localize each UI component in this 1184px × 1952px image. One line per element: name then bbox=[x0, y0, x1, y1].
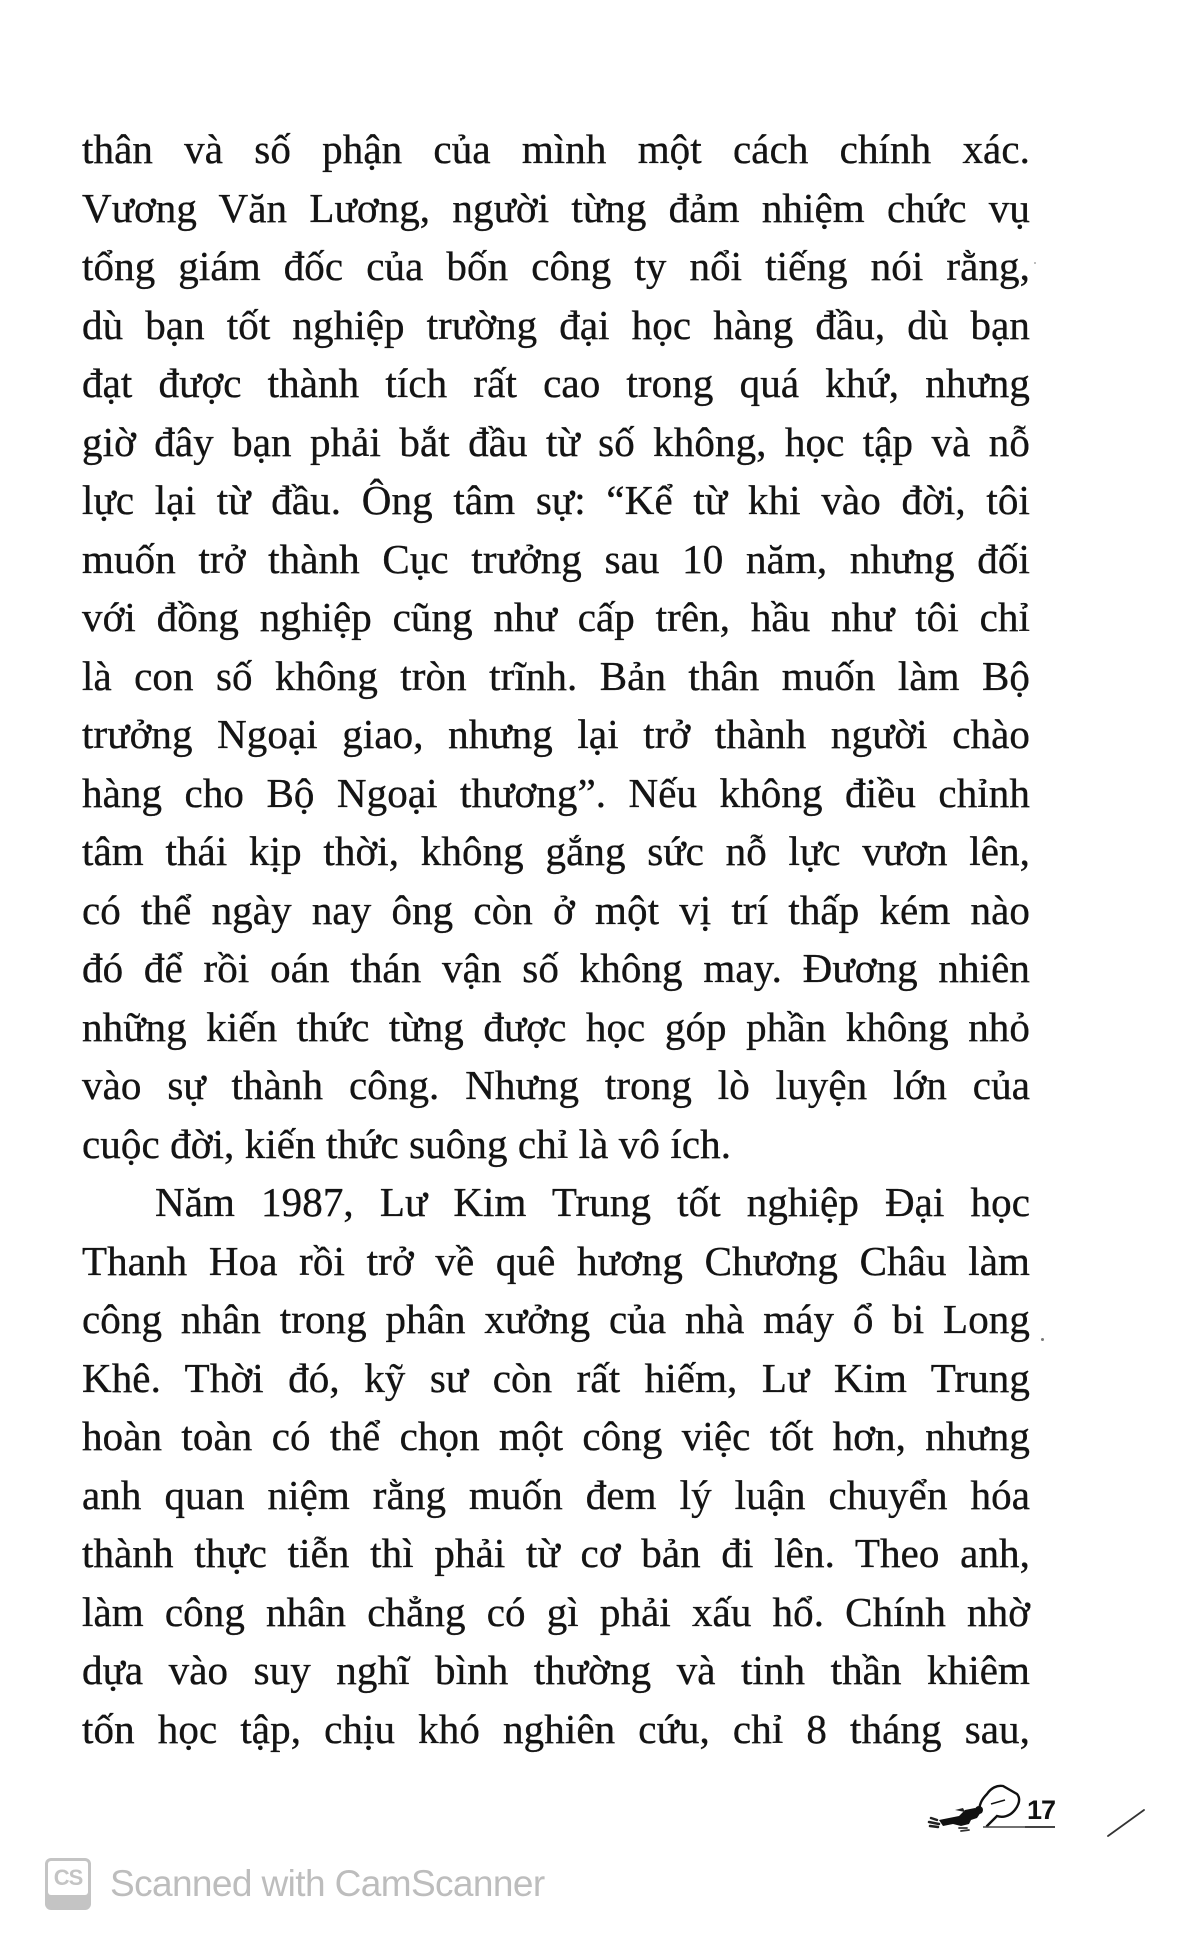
text-line: lực lại từ đầu. Ông tâm sự: “Kể từ khi vào đời, tôi bbox=[82, 477, 1030, 523]
text-line: dựa vào suy nghĩ bình thường và tinh thần khiêm bbox=[82, 1647, 1030, 1693]
text-line: tâm thái kịp thời, không gắng sức nỗ lực vươn lên, bbox=[82, 828, 1030, 874]
text-line: Thanh Hoa rồi trở về quê hương Chương Châu làm bbox=[82, 1237, 1030, 1284]
text-line: là con số không tròn trĩnh. Bản thân muốn làm Bộ bbox=[82, 652, 1030, 699]
text-line: đạt được thành tích rất cao trong quá khứ, nhưng bbox=[82, 360, 1030, 406]
scan-artifact-dot bbox=[1034, 262, 1036, 264]
text-line: tổng giám đốc của bốn công ty nổi tiếng nói rằng, bbox=[82, 243, 1030, 289]
watermark-text: Scanned with CamScanner bbox=[110, 1863, 545, 1904]
text-line: Khê. Thời đó, kỹ sư còn rất hiếm, Lư Kim Trung bbox=[82, 1354, 1030, 1401]
text-line: có thể ngày nay ông còn ở một vị trí thấp kém nào bbox=[82, 886, 1030, 933]
text-line: vào sự thành công. Nhưng trong lò luyện lớn của bbox=[82, 1062, 1030, 1108]
camscanner-logo-icon bbox=[45, 1858, 91, 1910]
text-line: những kiến thức từng được học góp phần không nhỏ bbox=[82, 1003, 1030, 1050]
text-line: làm công nhân chẳng có gì phải xấu hổ. Chính nhờ bbox=[82, 1588, 1030, 1635]
page-folio bbox=[925, 1782, 1065, 1834]
text-line: giờ đây bạn phải bắt đầu từ số không, học tập và nỗ bbox=[82, 418, 1030, 465]
text-line: anh quan niệm rằng muốn đem lý luận chuyển hóa bbox=[82, 1471, 1030, 1518]
text-line: tốn học tập, chịu khó nghiên cứu, chỉ 8 tháng sau, bbox=[82, 1705, 1030, 1752]
text-line: trưởng Ngoại giao, nhưng lại trở thành người chào bbox=[82, 711, 1030, 757]
skier-figure-ornament-icon bbox=[925, 1782, 1025, 1834]
text-line: hoàn toàn có thể chọn một công việc tốt hơn, nhưng bbox=[82, 1413, 1030, 1459]
page-number: 17 bbox=[1027, 1795, 1056, 1825]
text-line: thân và số phận của mình một cách chính xác. bbox=[82, 126, 1030, 172]
text-line: công nhân trong phân xưởng của nhà máy ổ bi Long bbox=[82, 1296, 1030, 1342]
text-line-paragraph-end: cuộc đời, kiến thức suông chỉ là vô ích. bbox=[82, 1120, 732, 1167]
body-text bbox=[82, 120, 1030, 1758]
paragraph-2 bbox=[82, 1173, 1030, 1758]
text-line: Vương Văn Lương, người từng đảm nhiệm chức vụ bbox=[82, 184, 1030, 231]
text-line: muốn trở thành Cục trưởng sau 10 năm, nhưng đối bbox=[82, 535, 1030, 582]
text-line-paragraph-start: Năm 1987, Lư Kim Trung tốt nghiệp Đại học bbox=[155, 1179, 1030, 1225]
paragraph-1 bbox=[82, 120, 1030, 1173]
camscanner-watermark bbox=[45, 1856, 545, 1912]
text-line: đó để rồi oán thán vận số không may. Đương nhiên bbox=[82, 945, 1030, 991]
scan-artifact-dot bbox=[1041, 1338, 1044, 1341]
text-line: dù bạn tốt nghiệp trường đại học hàng đầu, dù bạn bbox=[82, 301, 1030, 348]
camscanner-logo-text: CS bbox=[48, 1861, 88, 1895]
text-line: với đồng nghiệp cũng như cấp trên, hầu như tôi chỉ bbox=[82, 594, 1030, 640]
folio-underline bbox=[1025, 1826, 1055, 1828]
text-line: hàng cho Bộ Ngoại thương”. Nếu không điều chỉnh bbox=[82, 769, 1030, 816]
stray-pen-mark bbox=[1106, 1808, 1146, 1838]
text-line: thành thực tiễn thì phải từ cơ bản đi lên. Theo anh, bbox=[82, 1530, 1030, 1576]
